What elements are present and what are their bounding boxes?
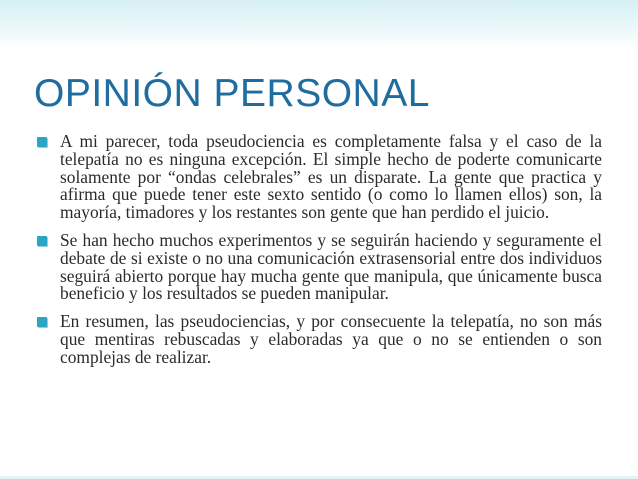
bullet-text-3: En resumen, las pseudociencias, y por consecuente la telepatía, no son más que mentiras rebuscadas y elaboradas ya que o no se entienden o son complejas de realizar. (60, 311, 602, 367)
square-bullet-icon (37, 236, 47, 246)
slide-title: OPINIÓN PERSONAL (34, 72, 430, 115)
bullet-text-1: A mi parecer, toda pseudociencia es completamente falsa y el caso de la telepatía no es ninguna excepción. El simple hecho de poderte comunicarte solamente por “ondas celebrales” es un disparate. La gente que practica y afirma que puede tener este sexto sentido (o como lo llamen ellos) son, la mayoría, timadores y los restantes son gente que han perdido el juicio. (60, 131, 602, 223)
header-decoration-band (0, 0, 638, 48)
bullet-text-2: Se han hecho muchos experimentos y se seguirán haciendo y seguramente el debate de si existe o no una comunicación extrasensorial entre dos individuos seguirá abierto porque hay mucha gente que manipula, que únicamente busca beneficio y los resultados se pueden manipular. (60, 229, 602, 304)
bullet-item-1 (36, 133, 602, 222)
square-bullet-icon (37, 317, 47, 327)
bullet-list (36, 133, 602, 377)
bullet-item-3 (36, 313, 602, 366)
bullet-item-2 (36, 229, 602, 304)
square-bullet-icon (37, 137, 47, 147)
